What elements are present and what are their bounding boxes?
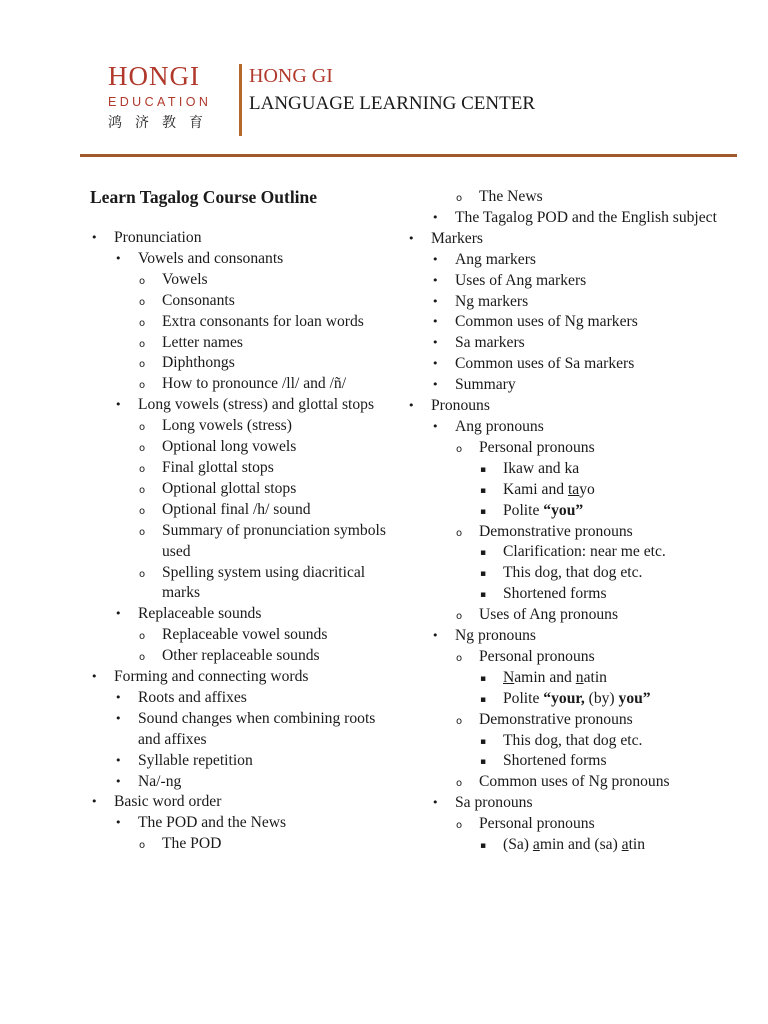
logo-chinese-text: 鸿济教育	[108, 115, 216, 131]
bullet-icon: o	[456, 778, 463, 790]
bullet-icon: o	[456, 652, 463, 664]
outline-item-text: Ng markers	[455, 292, 529, 310]
outline-item-text: The POD and the News	[138, 814, 287, 832]
outline-item	[405, 605, 735, 626]
outline-item	[88, 374, 388, 395]
outline-item-text: Clarification: near me etc.	[503, 543, 666, 561]
bullet-icon: o	[139, 275, 146, 287]
outline-item-text: Common uses of Ng markers	[455, 313, 638, 331]
outline-item	[88, 646, 388, 667]
outline-item	[405, 772, 735, 793]
outline-item	[405, 480, 735, 501]
bullet-icon: •	[91, 231, 98, 244]
outline-item	[405, 522, 735, 543]
outline-item	[88, 688, 388, 709]
logo-education-text: EDUCATION	[108, 95, 212, 109]
hong-gi-logo	[108, 62, 233, 132]
outline-item-text: Uses of Ang pronouns	[479, 606, 619, 624]
bullet-icon: •	[115, 251, 122, 265]
outline-item	[405, 438, 735, 459]
bullet-icon: o	[456, 820, 463, 832]
outline-item	[405, 731, 735, 752]
outline-item-text: Markers	[431, 229, 483, 247]
outline-item	[88, 500, 388, 521]
outline-item-text: Optional long vowels	[162, 438, 297, 456]
outline-item-text	[503, 836, 645, 853]
bullet-icon: ▪	[480, 506, 487, 517]
outline-item-text: Long vowels (stress) and glottal stops	[138, 396, 375, 414]
outline-item-text: Ang pronouns	[455, 417, 544, 435]
outline-item	[88, 604, 388, 625]
outline-item	[405, 647, 735, 668]
outline-item	[405, 417, 735, 438]
outline-item-text: How to pronounce /ll/ and /ñ/	[162, 375, 347, 393]
outline-text-fragment: n	[575, 668, 584, 686]
outline-item-text: Personal pronouns	[479, 647, 595, 665]
outline-text-fragment: (by)	[584, 689, 619, 707]
outline-item-text: Shortened forms	[503, 752, 607, 770]
outline-item-text: Ang markers	[455, 250, 536, 268]
outline-item-text: Spelling system using diacritical marks	[162, 563, 366, 602]
outline-item	[405, 751, 735, 772]
outline-item	[405, 459, 735, 480]
outline-item	[405, 501, 735, 522]
outline-item-text: This dog, that dog etc.	[503, 564, 643, 582]
bullet-icon: •	[115, 711, 122, 725]
outline-item-text: Sound changes when combining roots and affixes	[138, 709, 376, 748]
logo-wordmark: HONGI	[108, 61, 200, 91]
outline-item	[405, 710, 735, 731]
bullet-icon: o	[456, 715, 463, 727]
outline-item	[405, 689, 735, 710]
outline-item-text: Common uses of Ng pronouns	[479, 773, 670, 791]
bullet-icon: o	[139, 338, 146, 350]
bullet-icon: ▪	[480, 548, 487, 559]
outline-item-text: Personal pronouns	[479, 815, 595, 833]
bullet-icon: o	[456, 527, 463, 539]
bullet-icon: •	[115, 816, 122, 830]
outline-item-text: Na/-ng	[138, 772, 182, 790]
outline-item-text	[503, 481, 595, 498]
outline-item-text: Replaceable sounds	[138, 605, 262, 623]
bullet-icon: o	[456, 611, 463, 623]
bullet-icon: o	[139, 317, 146, 329]
outline-item	[88, 751, 388, 772]
outline-item	[405, 668, 735, 689]
bullet-icon: o	[139, 463, 146, 475]
outline-item-text: Basic word order	[114, 793, 222, 811]
bullet-icon: ▪	[480, 590, 487, 601]
outline-item	[405, 250, 735, 271]
outline-item-text: This dog, that dog etc.	[503, 731, 643, 749]
bullet-icon: •	[115, 753, 122, 767]
outline-item	[88, 813, 388, 834]
outline-item-text: Optional final /h/ sound	[162, 500, 311, 518]
bullet-icon: •	[91, 670, 98, 684]
bullet-icon: o	[139, 443, 146, 455]
outline-list-right	[405, 187, 735, 856]
bullet-icon: •	[408, 399, 415, 413]
outline-item-text: Optional glottal stops	[162, 479, 297, 497]
outline-item-text: Summary of pronunciation symbols used	[162, 521, 386, 560]
bullet-icon: •	[432, 336, 439, 350]
bullet-icon: ▪	[480, 757, 487, 768]
bullet-icon: •	[91, 795, 98, 809]
bullet-icon: ▪	[480, 569, 487, 580]
outline-item	[405, 229, 735, 250]
outline-item-text: Syllable repetition	[138, 751, 253, 769]
bullet-icon: •	[432, 210, 439, 224]
outline-item-text: The Tagalog POD and the English subject	[455, 208, 717, 226]
outline-item	[405, 187, 735, 208]
bullet-icon: •	[115, 398, 122, 412]
outline-item	[88, 563, 388, 605]
bullet-icon: •	[115, 607, 122, 621]
outline-item	[88, 416, 388, 437]
bullet-icon: •	[408, 231, 415, 245]
outline-item	[88, 772, 388, 793]
document-title: Learn Tagalog Course Outline	[90, 187, 318, 207]
outline-item	[405, 375, 735, 396]
outline-item	[88, 353, 388, 374]
bullet-icon: •	[432, 273, 439, 287]
outline-item-text: The News	[479, 188, 543, 205]
bullet-icon: •	[432, 357, 439, 371]
outline-list-left	[88, 228, 388, 855]
outline-item	[88, 437, 388, 458]
outline-item	[88, 667, 388, 688]
outline-item-text: Other replaceable sounds	[162, 647, 320, 665]
bullet-icon: ▪	[480, 736, 487, 747]
outline-item-text: Replaceable vowel sounds	[162, 626, 328, 644]
bullet-icon: o	[139, 296, 146, 308]
bullet-icon: o	[139, 484, 146, 496]
outline-item	[405, 292, 735, 313]
outline-text-fragment: atin	[583, 668, 607, 686]
bullet-icon: ▪	[480, 464, 487, 475]
bullet-icon: o	[139, 840, 146, 852]
bullet-icon: o	[139, 568, 146, 580]
outline-item	[405, 584, 735, 605]
outline-text-fragment: a	[621, 836, 629, 854]
outline-item	[88, 228, 388, 249]
outline-text-fragment: Polite	[503, 689, 544, 707]
bullet-icon: o	[139, 505, 146, 517]
bullet-icon: o	[139, 380, 146, 392]
bullet-icon: ▪	[480, 485, 487, 496]
bullet-icon: •	[115, 774, 122, 788]
outline-text-fragment: “your,	[543, 689, 585, 707]
page-header	[0, 0, 768, 160]
bullet-icon: •	[432, 629, 439, 643]
outline-text-fragment: (Sa)	[503, 836, 533, 854]
bullet-icon: o	[139, 359, 146, 371]
outline-item	[405, 626, 735, 647]
outline-item-text: Uses of Ang markers	[455, 271, 587, 289]
outline-text-fragment: a	[532, 836, 540, 854]
outline-item	[88, 291, 388, 312]
outline-item-text: Vowels and consonants	[138, 249, 284, 267]
bullet-icon: o	[139, 526, 146, 538]
outline-item-text: Sa markers	[455, 334, 525, 352]
outline-item	[405, 396, 735, 417]
center-name: HONG GI	[249, 65, 333, 87]
outline-item-text	[503, 669, 607, 686]
bullet-icon: o	[139, 422, 146, 434]
outline-item	[88, 458, 388, 479]
header-divider	[239, 64, 242, 136]
outline-item-text: Demonstrative pronouns	[479, 710, 633, 728]
outline-text-fragment: Kami and	[503, 480, 568, 498]
outline-item-text: Demonstrative pronouns	[479, 522, 633, 540]
outline-item	[405, 312, 735, 333]
outline-text-fragment: “you”	[543, 501, 584, 519]
outline-item	[405, 793, 735, 814]
outline-item-text: Pronouns	[431, 397, 490, 415]
outline-item-text: Ikaw and ka	[503, 459, 580, 477]
outline-column-right	[405, 187, 735, 856]
bullet-icon: •	[432, 796, 439, 810]
outline-item-text: Common uses of Sa markers	[455, 355, 635, 373]
outline-item-text: Long vowels (stress)	[162, 417, 292, 435]
outline-text-fragment: amin and	[514, 668, 576, 686]
outline-item-text	[503, 690, 651, 707]
bullet-icon: ▪	[480, 841, 487, 852]
outline-text-fragment: min and (sa)	[539, 836, 622, 854]
bullet-icon: o	[139, 631, 146, 643]
outline-item	[88, 479, 388, 500]
bullet-icon: o	[139, 652, 146, 664]
center-subtitle: LANGUAGE LEARNING CENTER	[249, 93, 536, 114]
outline-item-text: Shortened forms	[503, 585, 607, 603]
outline-item-text: The POD	[162, 835, 222, 853]
outline-item	[405, 208, 735, 229]
outline-item-text: Letter names	[162, 333, 243, 351]
bullet-icon: •	[432, 419, 439, 433]
outline-item-text: Consonants	[162, 291, 235, 309]
bullet-icon: •	[432, 252, 439, 266]
bullet-icon: o	[456, 443, 463, 455]
outline-item	[405, 333, 735, 354]
outline-item	[405, 563, 735, 584]
outline-item	[405, 354, 735, 375]
outline-item	[405, 542, 735, 563]
outline-item-text: Final glottal stops	[162, 458, 274, 476]
outline-text-fragment: you”	[618, 689, 651, 707]
bullet-icon: ▪	[480, 673, 487, 684]
outline-item-text: Vowels	[162, 270, 208, 288]
bullet-icon: o	[456, 193, 463, 204]
outline-item-text: Sa pronouns	[455, 794, 533, 812]
outline-item-text	[503, 502, 583, 519]
outline-item	[88, 312, 388, 333]
outline-item-text: Ng pronouns	[455, 627, 536, 645]
outline-item	[88, 709, 388, 751]
bullet-icon: •	[432, 315, 439, 329]
outline-text-fragment: N	[503, 668, 515, 686]
outline-item	[405, 835, 735, 856]
header-rule	[80, 154, 737, 157]
outline-column-left	[88, 185, 388, 855]
outline-item-text: Forming and connecting words	[114, 668, 309, 686]
outline-item	[88, 249, 388, 270]
bullet-icon: •	[432, 378, 439, 392]
outline-item-text: Roots and affixes	[138, 688, 247, 706]
outline-item	[88, 395, 388, 416]
outline-item	[88, 521, 388, 563]
bullet-icon: •	[432, 294, 439, 308]
outline-item-text: Diphthongs	[162, 354, 235, 372]
outline-item-text: Summary	[455, 376, 516, 394]
outline-item	[405, 814, 735, 835]
outline-text-fragment: tin	[628, 836, 646, 854]
outline-item	[88, 792, 388, 813]
outline-text-fragment: Polite	[503, 501, 544, 519]
bullet-icon: •	[115, 690, 122, 704]
outline-item	[88, 333, 388, 354]
outline-item-text: Personal pronouns	[479, 438, 595, 456]
outline-item	[88, 834, 388, 855]
outline-item-text: Pronunciation	[114, 229, 202, 246]
outline-item	[88, 625, 388, 646]
outline-text-fragment: ta	[567, 480, 580, 498]
outline-item	[405, 271, 735, 292]
outline-item-text: Extra consonants for loan words	[162, 312, 364, 330]
outline-text-fragment: yo	[579, 480, 595, 498]
bullet-icon: ▪	[480, 694, 487, 705]
outline-item	[88, 270, 388, 291]
